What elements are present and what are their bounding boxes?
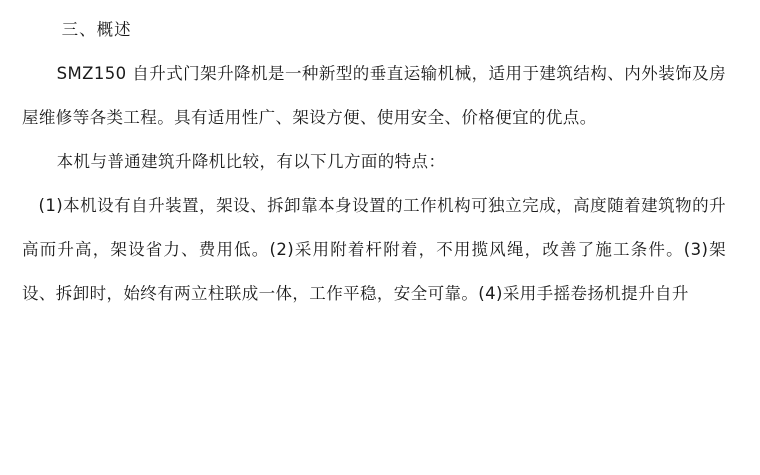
paragraph-overview: SMZ150 自升式门架升降机是一种新型的垂直运输机械，适用于建筑结构、内外装饰及房屋维修等各类工程。具有适用性广、架设方便、使用安全、价格便宜的优点。 (22, 64, 726, 127)
document-body (22, 8, 726, 316)
paragraph-comparison-intro: 本机与普通建筑升降机比较，有以下几方面的特点： (56, 152, 446, 171)
section-heading: 三、概述 (61, 20, 132, 39)
paragraph-features-list: (1)本机设有自升装置，架设、拆卸靠本身设置的工作机构可独立完成，高度随着建筑物的升高而升高，架设省力、费用低。(2)采用附着杆附着，不用揽风绳，改善了施工条件。(3)架设、拆卸时，始终有两立柱联成一体，工作平稳，安全可靠。(4)采用手摇卷扬机提升自升 (22, 196, 726, 303)
